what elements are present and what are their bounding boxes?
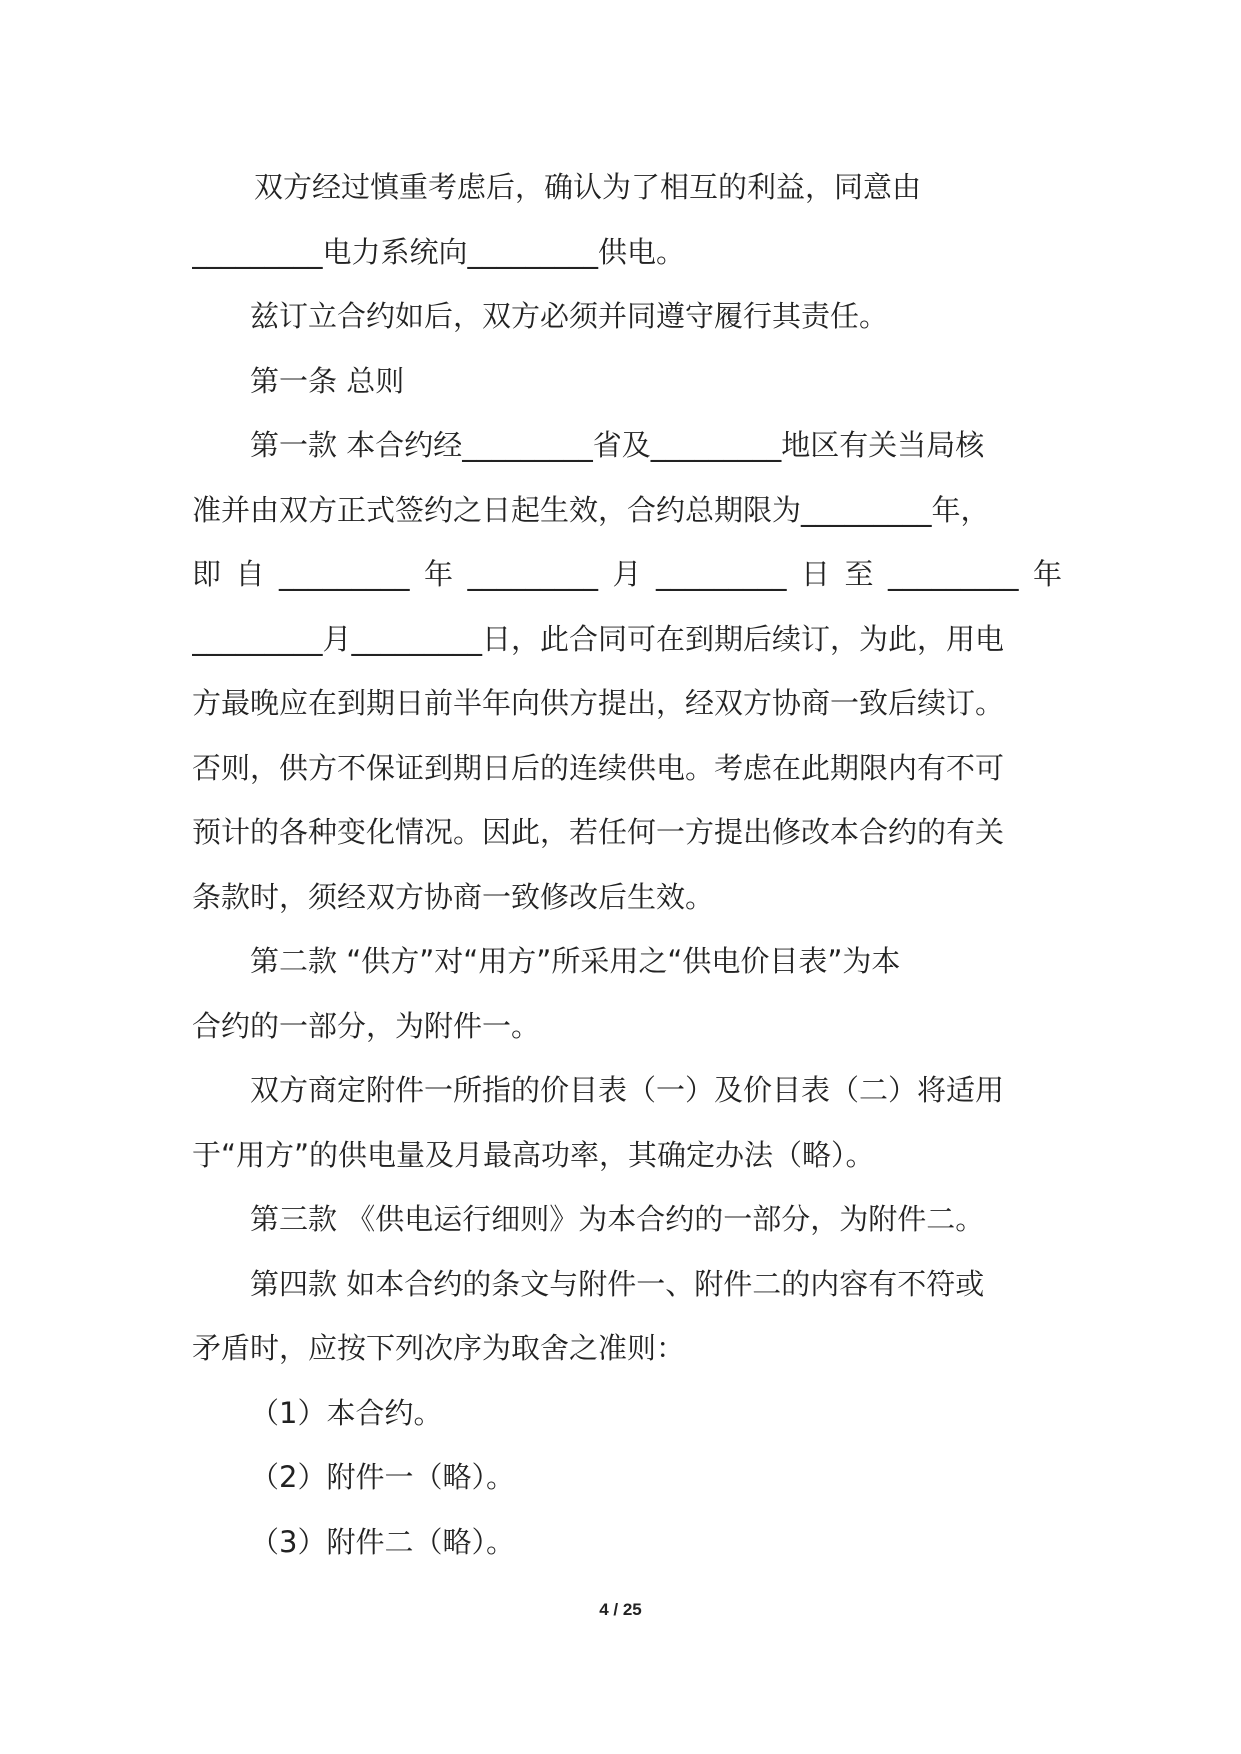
paragraph-line: 第四款 如本合约的条文与附件一、附件二的内容有不符或 (250, 1266, 985, 1301)
paragraph-line: 双方商定附件一所指的价目表（一）及价目表（二）将适用 (250, 1073, 1005, 1107)
paragraph-line: 第一款 本合约经_________省及_________地区有关当局核 (250, 428, 985, 462)
date-token: 日 (800, 557, 830, 591)
paragraph-line: 矛盾时，应按下列次序为取舍之准则： (192, 1331, 686, 1365)
paragraph-line: 准并由双方正式签约之日起生效，合约总期限为_________年， (192, 492, 990, 527)
date-token: 月 (612, 557, 642, 591)
list-item: （1）本合约。 (250, 1395, 443, 1430)
blank-field: _________ (655, 557, 787, 591)
list-item: （2）附件一（略）。 (250, 1460, 515, 1494)
paragraph-line: 合约的一部分，为附件一。 (192, 1008, 541, 1043)
paragraph-line: 条款时，须经双方协商一致修改后生效。 (192, 879, 715, 914)
date-token: 年 (423, 557, 453, 591)
paragraph-line: 方最晚应在到期日前半年向供方提出，经双方协商一致后续订。 (192, 686, 1005, 720)
paragraph-line: 第二款 “供方”对“用方”所采用之“供电价目表”为本 (250, 944, 901, 978)
blank-field: _________ (887, 557, 1019, 591)
list-item: （3）附件二（略）。 (250, 1524, 515, 1559)
date-token: 自 (235, 557, 265, 591)
paragraph-line: _________月_________日，此合同可在到期后续订，为此，用电 (192, 621, 1005, 656)
paragraph-line: 双方经过慎重考虑后，确认为了相互的利益，同意由 (254, 170, 922, 204)
date-range-line (192, 542, 1062, 607)
paragraph-line: _________电力系统向_________供电。 (192, 234, 686, 269)
paragraph-line: 第三款 《供电运行细则》为本合约的一部分，为附件二。 (250, 1202, 985, 1236)
document-body (192, 155, 1072, 1574)
date-token: 年 (1032, 557, 1062, 591)
blank-field: _________ (279, 557, 410, 591)
paragraph-line: 预计的各种变化情况。因此，若任何一方提出修改本合约的有关 (192, 815, 1005, 849)
paragraph-line: 兹订立合约如后，双方必须并同遵守履行其责任。 (250, 299, 889, 333)
page-number: 4 / 25 (599, 1600, 642, 1619)
blank-field: _________ (467, 557, 598, 591)
date-token: 即 (192, 557, 222, 591)
paragraph-line: 否则，供方不保证到期日后的连续供电。考虑在此期限内有不可 (192, 750, 1005, 785)
paragraph-line: 于“用方”的供电量及月最高功率，其确定办法（略）。 (192, 1137, 875, 1172)
section-heading: 第一条 总则 (250, 363, 405, 398)
date-token: 至 (844, 557, 874, 591)
